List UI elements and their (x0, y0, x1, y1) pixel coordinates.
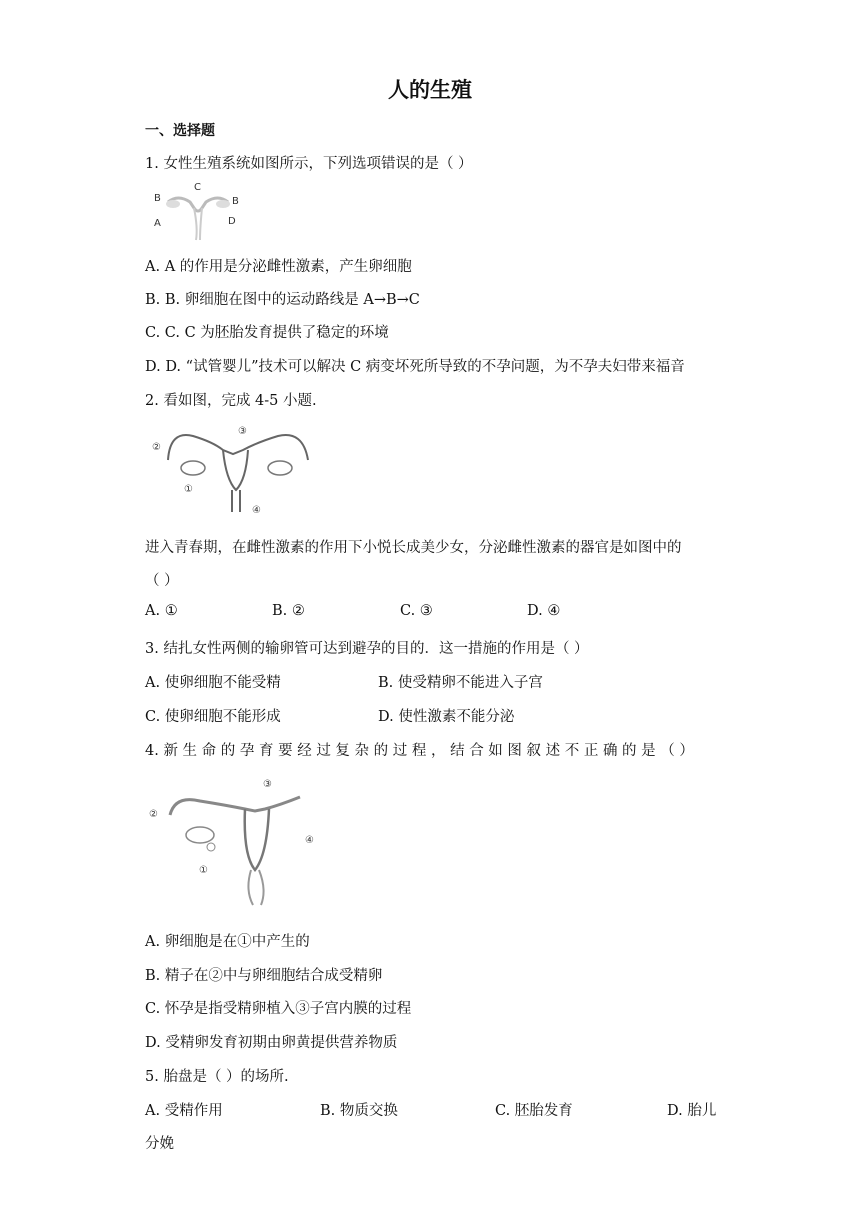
question-1-option-a[interactable]: A. A 的作用是分泌雌性激素，产生卵细胞 (145, 259, 412, 275)
question-2-figure (148, 420, 323, 520)
question-4-option-a[interactable]: A. 卵细胞是在①中产生的 (145, 934, 310, 950)
question-2-option-b[interactable]: B. ② (272, 603, 305, 619)
question-5-stem: 5. 胎盘是（ ）的场所. (145, 1069, 289, 1085)
question-2-stem: 2. 看如图，完成 4-5 小题. (145, 393, 317, 409)
question-4-option-d[interactable]: D. 受精卵发育初期由卵黄提供营养物质 (145, 1035, 398, 1051)
q4-fig-label-1: ① (199, 865, 208, 876)
q2-fig-label-1: ① (184, 484, 193, 495)
question-4-figure (145, 775, 325, 910)
q1-fig-label-b-left: B (154, 193, 161, 204)
q2-fig-label-2: ② (152, 442, 161, 453)
question-5-option-d[interactable]: D. 胎儿 (667, 1103, 717, 1119)
question-2-option-d[interactable]: D. ④ (527, 603, 561, 619)
question-2-option-c[interactable]: C. ③ (400, 603, 433, 619)
q4-fig-label-4: ④ (305, 835, 314, 846)
question-2-text: 进入青春期，在雌性激素的作用下小悦长成美少女，分泌雌性激素的器官是如图中的 (145, 540, 682, 556)
question-2-option-a[interactable]: A. ① (145, 603, 178, 619)
question-3-option-a[interactable]: A. 使卵细胞不能受精 (145, 675, 281, 691)
question-5-option-b[interactable]: B. 物质交换 (320, 1103, 398, 1119)
question-5-option-d-wrap: 分娩 (145, 1136, 174, 1152)
question-3-option-d[interactable]: D. 使性激素不能分泌 (378, 709, 515, 725)
question-2-text-paren: （ ） (145, 573, 179, 589)
question-1-option-b[interactable]: B. B. 卵细胞在图中的运动路线是 A→B→C (145, 292, 420, 308)
question-3-option-b[interactable]: B. 使受精卵不能进入子宫 (378, 675, 543, 691)
q1-fig-label-a: A (154, 218, 161, 229)
q4-fig-label-3: ③ (263, 779, 272, 790)
q1-fig-label-b-right: B (232, 196, 239, 207)
question-3-option-c[interactable]: C. 使卵细胞不能形成 (145, 709, 281, 725)
q4-fig-label-2: ② (149, 809, 158, 820)
q1-fig-label-c: C (194, 182, 201, 193)
question-1-option-d[interactable]: D. D. “试管婴儿”技术可以解决 C 病变坏死所导致的不孕问题，为不孕夫妇带来福音 (145, 359, 685, 375)
q1-fig-label-d: D (228, 216, 236, 227)
section-heading: 一、选择题 (145, 123, 215, 139)
q2-fig-label-4: ④ (252, 505, 261, 516)
question-5-option-a[interactable]: A. 受精作用 (145, 1103, 223, 1119)
question-1-option-c[interactable]: C. C. C 为胚胎发育提供了稳定的环境 (145, 325, 389, 341)
question-4-stem: 4. 新 生 命 的 孕 育 要 经 过 复 杂 的 过 程 ， 结 合 如 图 叙 述 不 正 确 的 是 （ ） (145, 743, 694, 759)
question-1-stem: 1. 女性生殖系统如图所示，下列选项错误的是（ ） (145, 156, 473, 172)
page-title: 人的生殖 (388, 77, 472, 102)
question-4-option-b[interactable]: B. 精子在②中与卵细胞结合成受精卵 (145, 968, 383, 984)
question-5-option-c[interactable]: C. 胚胎发育 (495, 1103, 573, 1119)
q2-fig-label-3: ③ (238, 426, 247, 437)
question-1-figure (148, 180, 248, 242)
question-4-option-c[interactable]: C. 怀孕是指受精卵植入③子宫内膜的过程 (145, 1001, 412, 1017)
question-3-stem: 3. 结扎女性两侧的输卵管可达到避孕的目的．这一措施的作用是（ ） (145, 641, 589, 657)
